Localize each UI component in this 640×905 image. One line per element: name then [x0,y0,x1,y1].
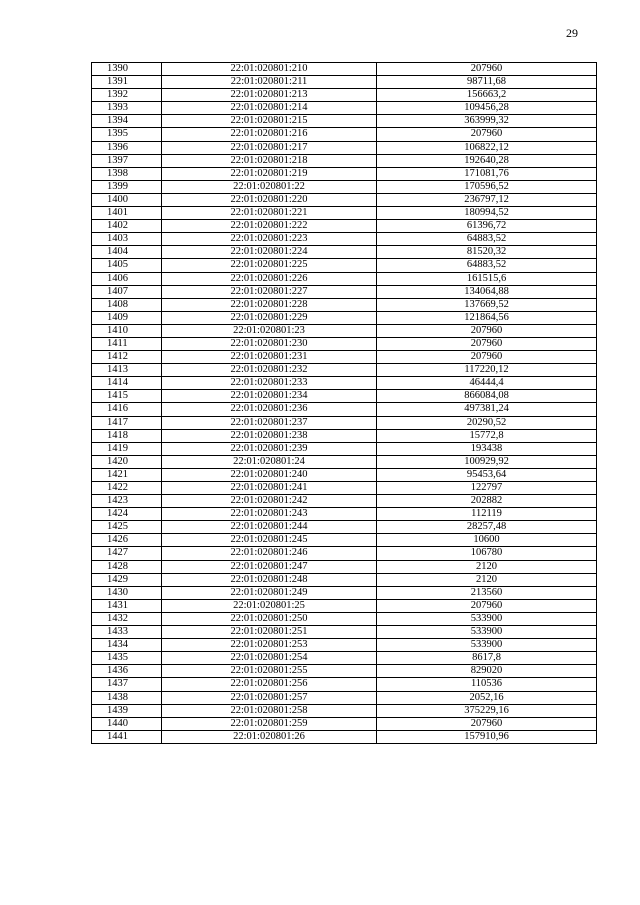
cadastral-value-cell: 64883,52 [377,233,597,246]
cadastral-value-cell: 10600 [377,534,597,547]
cadastral-value-cell: 110536 [377,678,597,691]
row-number-cell: 1396 [92,141,162,154]
row-number-cell: 1426 [92,534,162,547]
cadastral-number-cell: 22:01:020801:251 [162,626,377,639]
cadastral-number-cell: 22:01:020801:231 [162,351,377,364]
row-number-cell: 1413 [92,364,162,377]
row-number-cell: 1406 [92,272,162,285]
cadastral-value-cell: 112119 [377,508,597,521]
table-row [92,560,597,573]
cadastral-number-cell: 22:01:020801:244 [162,521,377,534]
cadastral-number-cell: 22:01:020801:228 [162,298,377,311]
cadastral-number-cell: 22:01:020801:220 [162,193,377,206]
cadastral-number-cell: 22:01:020801:257 [162,691,377,704]
cadastral-number-cell: 22:01:020801:249 [162,586,377,599]
table-row [92,193,597,206]
cadastral-number-cell: 22:01:020801:215 [162,115,377,128]
cadastral-value-cell: 20290,52 [377,416,597,429]
table-row [92,573,597,586]
cadastral-value-cell: 46444,4 [377,377,597,390]
cadastral-value-cell: 121864,56 [377,311,597,324]
row-number-cell: 1407 [92,285,162,298]
cadastral-number-cell: 22:01:020801:238 [162,429,377,442]
table-row [92,403,597,416]
cadastral-value-cell: 207960 [377,599,597,612]
table-row [92,691,597,704]
table-row [92,639,597,652]
cadastral-number-cell: 22:01:020801:223 [162,233,377,246]
cadastral-value-cell: 117220,12 [377,364,597,377]
cadastral-value-cell: 533900 [377,626,597,639]
cadastral-value-cell: 180994,52 [377,207,597,220]
row-number-cell: 1404 [92,246,162,259]
cadastral-number-cell: 22:01:020801:247 [162,560,377,573]
cadastral-value-cell: 207960 [377,63,597,76]
row-number-cell: 1391 [92,76,162,89]
table-row [92,115,597,128]
cadastral-number-cell: 22:01:020801:255 [162,665,377,678]
cadastral-value-cell: 137669,52 [377,298,597,311]
cadastral-number-cell: 22:01:020801:25 [162,599,377,612]
table-row [92,390,597,403]
table-row [92,220,597,233]
cadastral-value-cell: 81520,32 [377,246,597,259]
cadastre-value-table [91,62,597,744]
cadastral-number-cell: 22:01:020801:221 [162,207,377,220]
row-number-cell: 1437 [92,678,162,691]
table-row [92,337,597,350]
row-number-cell: 1434 [92,639,162,652]
cadastral-number-cell: 22:01:020801:258 [162,704,377,717]
cadastral-value-cell: 64883,52 [377,259,597,272]
cadastral-value-cell: 28257,48 [377,521,597,534]
cadastral-value-cell: 15772,8 [377,429,597,442]
table-row [92,455,597,468]
cadastral-value-cell: 207960 [377,717,597,730]
cadastral-value-cell: 375229,16 [377,704,597,717]
table-row [92,612,597,625]
table-row [92,63,597,76]
cadastral-value-cell: 207960 [377,337,597,350]
cadastral-value-cell: 61396,72 [377,220,597,233]
table-row [92,678,597,691]
cadastral-number-cell: 22:01:020801:222 [162,220,377,233]
row-number-cell: 1430 [92,586,162,599]
cadastral-number-cell: 22:01:020801:214 [162,102,377,115]
table-row [92,272,597,285]
row-number-cell: 1410 [92,324,162,337]
row-number-cell: 1420 [92,455,162,468]
table-row [92,167,597,180]
row-number-cell: 1421 [92,468,162,481]
table-row [92,180,597,193]
table-row [92,704,597,717]
cadastral-number-cell: 22:01:020801:219 [162,167,377,180]
table-row [92,377,597,390]
cadastral-number-cell: 22:01:020801:256 [162,678,377,691]
cadastral-number-cell: 22:01:020801:243 [162,508,377,521]
table-row [92,246,597,259]
table-row [92,508,597,521]
cadastral-value-cell: 122797 [377,482,597,495]
cadastral-value-cell: 156663,2 [377,89,597,102]
row-number-cell: 1422 [92,482,162,495]
cadastral-value-cell: 171081,76 [377,167,597,180]
cadastral-value-cell: 170596,52 [377,180,597,193]
row-number-cell: 1417 [92,416,162,429]
cadastral-value-cell: 8617,8 [377,652,597,665]
table-row [92,534,597,547]
cadastral-number-cell: 22:01:020801:246 [162,547,377,560]
table-row [92,324,597,337]
cadastral-value-cell: 363999,32 [377,115,597,128]
cadastral-value-cell: 533900 [377,612,597,625]
cadastral-number-cell: 22:01:020801:225 [162,259,377,272]
cadastral-value-cell: 2120 [377,573,597,586]
cadastral-value-cell: 95453,64 [377,468,597,481]
cadastral-value-cell: 192640,28 [377,154,597,167]
cadastral-number-cell: 22:01:020801:250 [162,612,377,625]
row-number-cell: 1402 [92,220,162,233]
table-row [92,102,597,115]
cadastral-value-cell: 207960 [377,128,597,141]
row-number-cell: 1432 [92,612,162,625]
table-row [92,364,597,377]
row-number-cell: 1411 [92,337,162,350]
row-number-cell: 1423 [92,495,162,508]
cadastral-value-cell: 202882 [377,495,597,508]
row-number-cell: 1427 [92,547,162,560]
row-number-cell: 1416 [92,403,162,416]
cadastral-number-cell: 22:01:020801:229 [162,311,377,324]
row-number-cell: 1435 [92,652,162,665]
table-row [92,482,597,495]
cadastral-number-cell: 22:01:020801:218 [162,154,377,167]
cadastral-number-cell: 22:01:020801:241 [162,482,377,495]
cadastral-value-cell: 236797,12 [377,193,597,206]
cadastral-number-cell: 22:01:020801:239 [162,442,377,455]
cadastral-number-cell: 22:01:020801:254 [162,652,377,665]
cadastral-value-cell: 100929,92 [377,455,597,468]
row-number-cell: 1403 [92,233,162,246]
row-number-cell: 1405 [92,259,162,272]
cadastral-number-cell: 22:01:020801:227 [162,285,377,298]
cadastral-value-cell: 2052,16 [377,691,597,704]
cadastral-number-cell: 22:01:020801:23 [162,324,377,337]
cadastral-value-cell: 134064,88 [377,285,597,298]
table-row [92,599,597,612]
table-row [92,626,597,639]
cadastral-value-cell: 98711,68 [377,76,597,89]
row-number-cell: 1401 [92,207,162,220]
row-number-cell: 1390 [92,63,162,76]
row-number-cell: 1392 [92,89,162,102]
table-row [92,207,597,220]
cadastral-value-cell: 829020 [377,665,597,678]
table-row [92,495,597,508]
row-number-cell: 1409 [92,311,162,324]
cadastral-number-cell: 22:01:020801:217 [162,141,377,154]
cadastral-value-cell: 497381,24 [377,403,597,416]
row-number-cell: 1440 [92,717,162,730]
cadastral-number-cell: 22:01:020801:242 [162,495,377,508]
row-number-cell: 1438 [92,691,162,704]
cadastral-value-cell: 2120 [377,560,597,573]
cadastral-value-cell: 193438 [377,442,597,455]
cadastral-number-cell: 22:01:020801:226 [162,272,377,285]
table-row [92,429,597,442]
cadastral-value-cell: 106780 [377,547,597,560]
table-row [92,233,597,246]
cadastral-value-cell: 207960 [377,351,597,364]
cadastral-number-cell: 22:01:020801:216 [162,128,377,141]
row-number-cell: 1428 [92,560,162,573]
row-number-cell: 1399 [92,180,162,193]
table-row [92,442,597,455]
row-number-cell: 1397 [92,154,162,167]
cadastral-number-cell: 22:01:020801:236 [162,403,377,416]
row-number-cell: 1429 [92,573,162,586]
cadastral-number-cell: 22:01:020801:253 [162,639,377,652]
row-number-cell: 1394 [92,115,162,128]
table-body [92,63,597,744]
cadastral-number-cell: 22:01:020801:22 [162,180,377,193]
cadastral-number-cell: 22:01:020801:237 [162,416,377,429]
table-row [92,298,597,311]
row-number-cell: 1424 [92,508,162,521]
row-number-cell: 1436 [92,665,162,678]
table-row [92,285,597,298]
table-row [92,521,597,534]
row-number-cell: 1393 [92,102,162,115]
table-row [92,717,597,730]
row-number-cell: 1425 [92,521,162,534]
table-row [92,154,597,167]
row-number-cell: 1431 [92,599,162,612]
cadastral-number-cell: 22:01:020801:26 [162,730,377,743]
table-row [92,586,597,599]
row-number-cell: 1400 [92,193,162,206]
row-number-cell: 1418 [92,429,162,442]
cadastral-number-cell: 22:01:020801:211 [162,76,377,89]
cadastral-value-cell: 161515,6 [377,272,597,285]
cadastral-number-cell: 22:01:020801:230 [162,337,377,350]
table-row [92,416,597,429]
cadastral-value-cell: 866084,08 [377,390,597,403]
cadastral-value-cell: 109456,28 [377,102,597,115]
table-row [92,259,597,272]
row-number-cell: 1419 [92,442,162,455]
cadastral-number-cell: 22:01:020801:24 [162,455,377,468]
cadastral-number-cell: 22:01:020801:210 [162,63,377,76]
table-row [92,128,597,141]
cadastral-value-cell: 157910,96 [377,730,597,743]
row-number-cell: 1433 [92,626,162,639]
cadastral-value-cell: 207960 [377,324,597,337]
table-row [92,547,597,560]
row-number-cell: 1439 [92,704,162,717]
table-row [92,89,597,102]
cadastral-number-cell: 22:01:020801:233 [162,377,377,390]
cadastral-number-cell: 22:01:020801:213 [162,89,377,102]
row-number-cell: 1398 [92,167,162,180]
cadastral-number-cell: 22:01:020801:232 [162,364,377,377]
cadastral-value-cell: 533900 [377,639,597,652]
table-row [92,351,597,364]
cadastral-number-cell: 22:01:020801:240 [162,468,377,481]
table-row [92,730,597,743]
row-number-cell: 1415 [92,390,162,403]
row-number-cell: 1441 [92,730,162,743]
cadastral-number-cell: 22:01:020801:248 [162,573,377,586]
cadastral-number-cell: 22:01:020801:224 [162,246,377,259]
row-number-cell: 1412 [92,351,162,364]
table-row [92,76,597,89]
cadastral-number-cell: 22:01:020801:234 [162,390,377,403]
table-row [92,141,597,154]
cadastral-value-cell: 213560 [377,586,597,599]
cadastral-value-cell: 106822,12 [377,141,597,154]
page-number: 29 [566,26,578,40]
row-number-cell: 1414 [92,377,162,390]
row-number-cell: 1395 [92,128,162,141]
cadastral-number-cell: 22:01:020801:259 [162,717,377,730]
cadastral-number-cell: 22:01:020801:245 [162,534,377,547]
table-row [92,652,597,665]
table-row [92,665,597,678]
table-row [92,468,597,481]
row-number-cell: 1408 [92,298,162,311]
table-row [92,311,597,324]
